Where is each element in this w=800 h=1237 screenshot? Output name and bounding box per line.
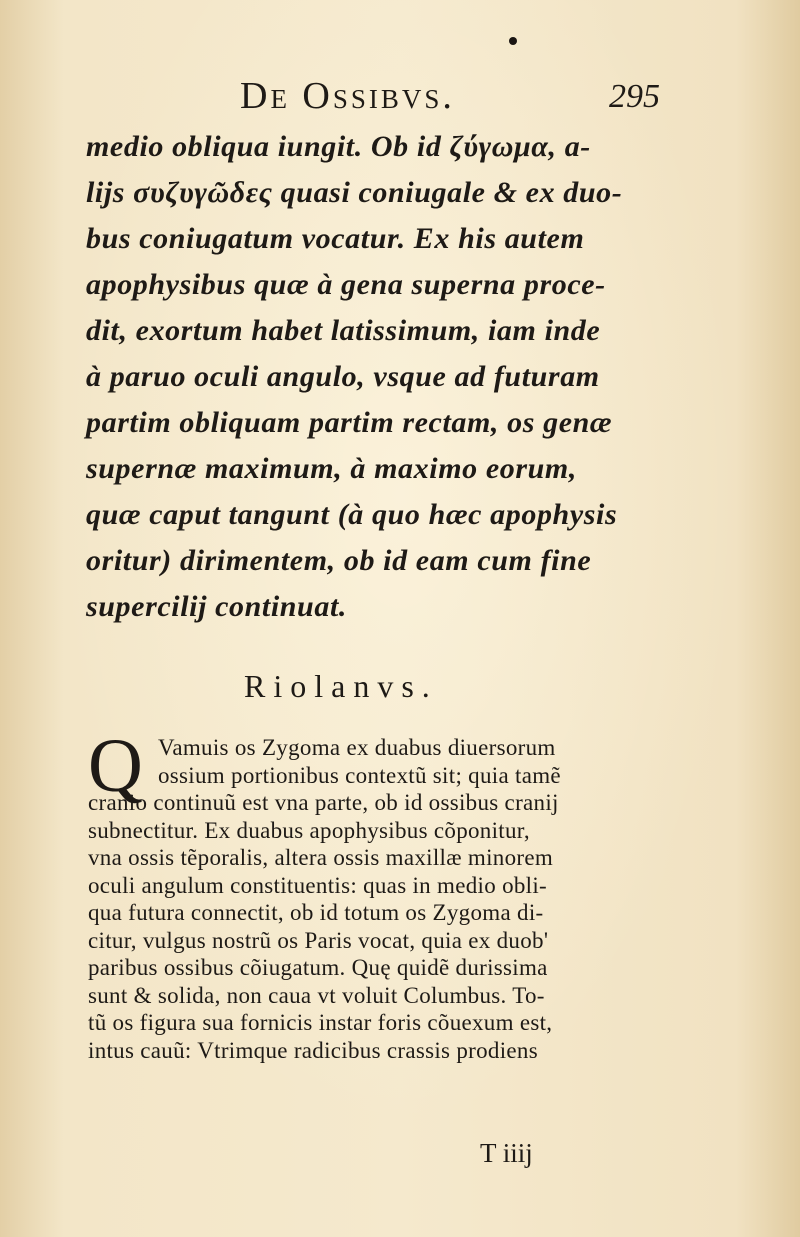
text-line: vna ossis tẽporalis, altera ossis maxillæ minorem	[88, 845, 554, 870]
ink-speck	[509, 37, 517, 45]
text-line: tũ os figura sua fornicis instar foris cõuexum est,	[88, 1010, 553, 1035]
running-title: De Ossibvs.	[240, 75, 455, 117]
text-line: Vamuis os Zygoma ex duabus diuersorum	[158, 735, 556, 760]
text-line: quæ caput tangunt (à quo hæc apophysis	[86, 498, 618, 531]
text-line: subnectitur. Ex duabus apophysibus cõponitur,	[88, 817, 530, 843]
text-line: partim obliquam partim rectam, os genæ	[86, 406, 613, 439]
text-line: dit, exortum habet latissimum, iam inde	[86, 314, 601, 347]
text-line: supercilij continuat.	[86, 590, 347, 623]
text-line: ossium portionibus contextũ sit; quia tamẽ	[158, 762, 561, 788]
signature-mark: T iiij	[480, 1138, 533, 1168]
text-line: qua futura connectit, ob id totum os Zygoma di-	[88, 900, 544, 925]
text-line: bus coniugatum vocatur. Ex his autem	[86, 222, 585, 255]
text-line: supernæ maximum, à maximo eorum,	[86, 452, 577, 485]
commentary-text	[88, 724, 688, 1064]
text-line: apophysibus quæ à gena superna proce-	[86, 268, 606, 301]
text-line: oritur) dirimentem, ob id eam cum fine	[86, 544, 592, 577]
text-line: paribus ossibus cõiugatum. Quę quidẽ durissima	[88, 955, 548, 980]
section-heading: Riolanvs.	[244, 668, 438, 704]
drop-cap: Q	[88, 724, 143, 808]
page-header	[240, 74, 680, 120]
text-line: citur, vulgus nostrũ os Paris vocat, quia ex duob'	[88, 927, 549, 953]
text-line: lijs συζυγῶδες quasi coniugale & ex duo-	[86, 176, 623, 209]
main-text	[86, 124, 686, 630]
text-line: à paruo oculi angulo, vsque ad futuram	[86, 360, 600, 393]
page-number: 295	[609, 78, 660, 115]
text-line: intus cauũ: Vtrimque radicibus crassis prodiens	[88, 1037, 538, 1063]
text-line: sunt & solida, non caua vt voluit Columbus. To-	[88, 982, 545, 1008]
text-line: oculi angulum constituentis: quas in medio obli-	[88, 872, 548, 898]
text-line: medio obliqua iungit. Ob id ζύγωμα, a-	[86, 130, 591, 163]
text-line: cranio continuũ est vna parte, ob id ossibus cranij	[88, 790, 559, 815]
